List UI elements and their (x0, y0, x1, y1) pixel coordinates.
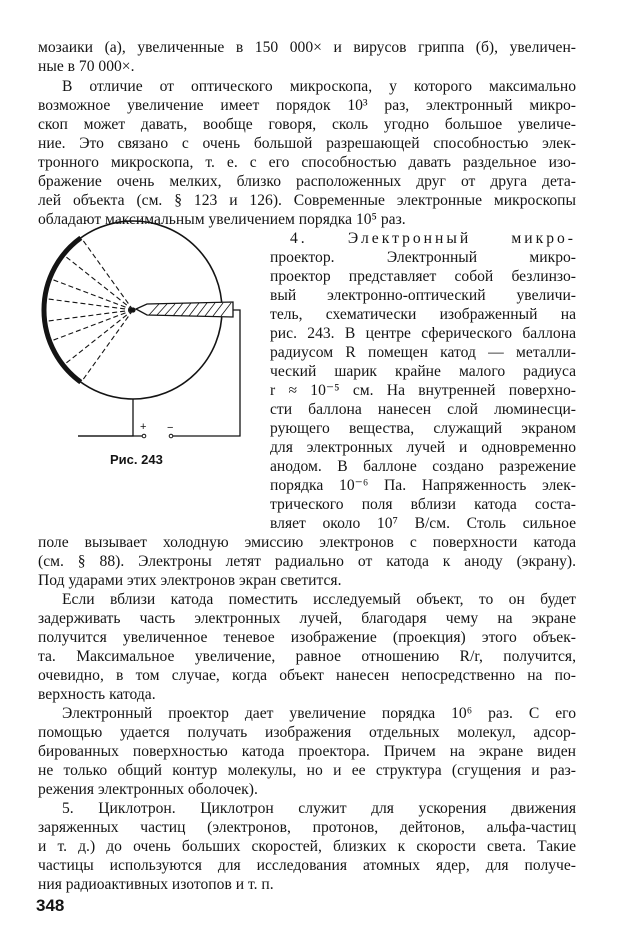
section-heading-line: 4. Электронный микро- (290, 230, 576, 247)
text-line: вый электронно-оптический увеличи- (270, 287, 576, 304)
text-line: задерживать часть электронных лучей, благодаря чему на экране (38, 610, 576, 627)
text-line: вляет около 10⁷ В/см. Столь сильное (270, 515, 576, 532)
text-line: Если вблизи катода поместить исследуемый объект, то он будет (62, 591, 576, 608)
section-heading-line: 5. Циклотрон. Циклотрон служит для ускорения движения (62, 800, 576, 817)
text-line: скоп может давать, вообще говоря, сколь угодно большое увеличе- (38, 116, 576, 133)
text-line: та. Максимальное увеличение, равное отношению R/r, получится, (38, 648, 576, 665)
text-line: сти баллона нанесен слой люминесци- (270, 401, 576, 418)
text-line: проектор представляет собой безлинзо- (270, 268, 576, 285)
text-line: радиусом R помещен катод — металли- (270, 344, 576, 361)
luminescent-screen (44, 238, 81, 382)
text-line: ния радиоактивных изотопов и т. п. (38, 876, 274, 893)
text-line: бражение очень мелких, близко расположенных друг от друга дета- (38, 173, 576, 190)
text-line: Электронный проектор дает увеличение порядка 10⁶ раз. С его (62, 705, 576, 722)
text-line: бированных поверхностью катода проектора. Причем на экране виден (38, 743, 576, 760)
electron-projector-figure (30, 220, 260, 450)
text-line: ческий шарик крайне малого радиуса (270, 363, 576, 380)
text-line: r ≈ 10⁻⁵ см. На внутренней поверхно- (270, 382, 576, 399)
text-line: и т. д.) до очень больших скоростей, близких к скорости света. Такие (38, 838, 576, 855)
text-line: возможное увеличение имеет порядок 10³ раз, электронный микро- (38, 97, 576, 114)
text-line: (см. § 88). Электроны летят радиально от катода к аноду (экрану). (38, 553, 576, 570)
positive-terminal (142, 434, 146, 438)
text-line: анодом. В баллоне создано разрежение (270, 458, 576, 475)
plus-label: + (140, 421, 147, 433)
text-line: тель, схематически изображенный на (270, 306, 576, 323)
text-line: поле вызывает холодную эмиссию электронов с поверхности катода (38, 534, 576, 551)
page-number: 348 (36, 896, 65, 915)
minus-label: − (167, 422, 174, 434)
text-line: рис. 243. В центре сферического баллона (270, 325, 576, 342)
text-line: тронного микроскопа, т. е. с его способностью давать раздельное изо- (38, 154, 576, 171)
text-line: лей объекта (см. § 123 и 126). Современные электронные микроскопы (38, 192, 576, 209)
text-line: проектор. Электронный микро- (270, 249, 576, 266)
text-line: помощью удается получать изображения отдельных молекул, адсор- (38, 724, 576, 741)
anode-wire (78, 399, 133, 436)
cathode-wire (173, 310, 240, 436)
text-line: очевидно, в том случае, когда объект нанесен непосредственно на по- (38, 667, 576, 684)
cathode-ball (130, 307, 135, 312)
text-line: заряженных частиц (электронов, протонов, дейтонов, альфа-частиц (38, 819, 576, 836)
text-line: для электронных лучей и одновременно (270, 439, 576, 456)
text-line: обладают максимальным увеличением порядка 10⁵ раз. (38, 211, 406, 228)
text-line: режения электронных оболочек). (38, 781, 258, 798)
text-line: не только общий контур молекулы, но и ее структура (сгущения и раз- (38, 762, 576, 779)
text-line: трического поля вблизи катода соста- (270, 496, 576, 513)
figure-caption: Рис. 243 (110, 452, 163, 467)
text-line: мозаики (а), увеличенные в 150 000× и вирусов гриппа (б), увеличен- (38, 39, 576, 56)
text-line: частицы используются для исследования атомных ядер, для получе- (38, 857, 576, 874)
text-line: ние. Это связано с очень большой разрешающей способностью элек- (38, 135, 576, 152)
text-line: ные в 70 000×. (38, 58, 135, 75)
text-line: порядка 10⁻⁶ Па. Напряженность элек- (270, 477, 576, 494)
text-line: верхность катода. (38, 686, 156, 703)
text-line: получится увеличенное теневое изображение (проекция) этого объек- (38, 629, 576, 646)
text-line: Под ударами этих электронов экран светится. (38, 572, 342, 589)
text-line: рующего вещества, служащий экраном (270, 420, 576, 437)
negative-terminal (169, 434, 173, 438)
text-line: В отличие от оптического микроскопа, у которого максимально (62, 78, 576, 95)
